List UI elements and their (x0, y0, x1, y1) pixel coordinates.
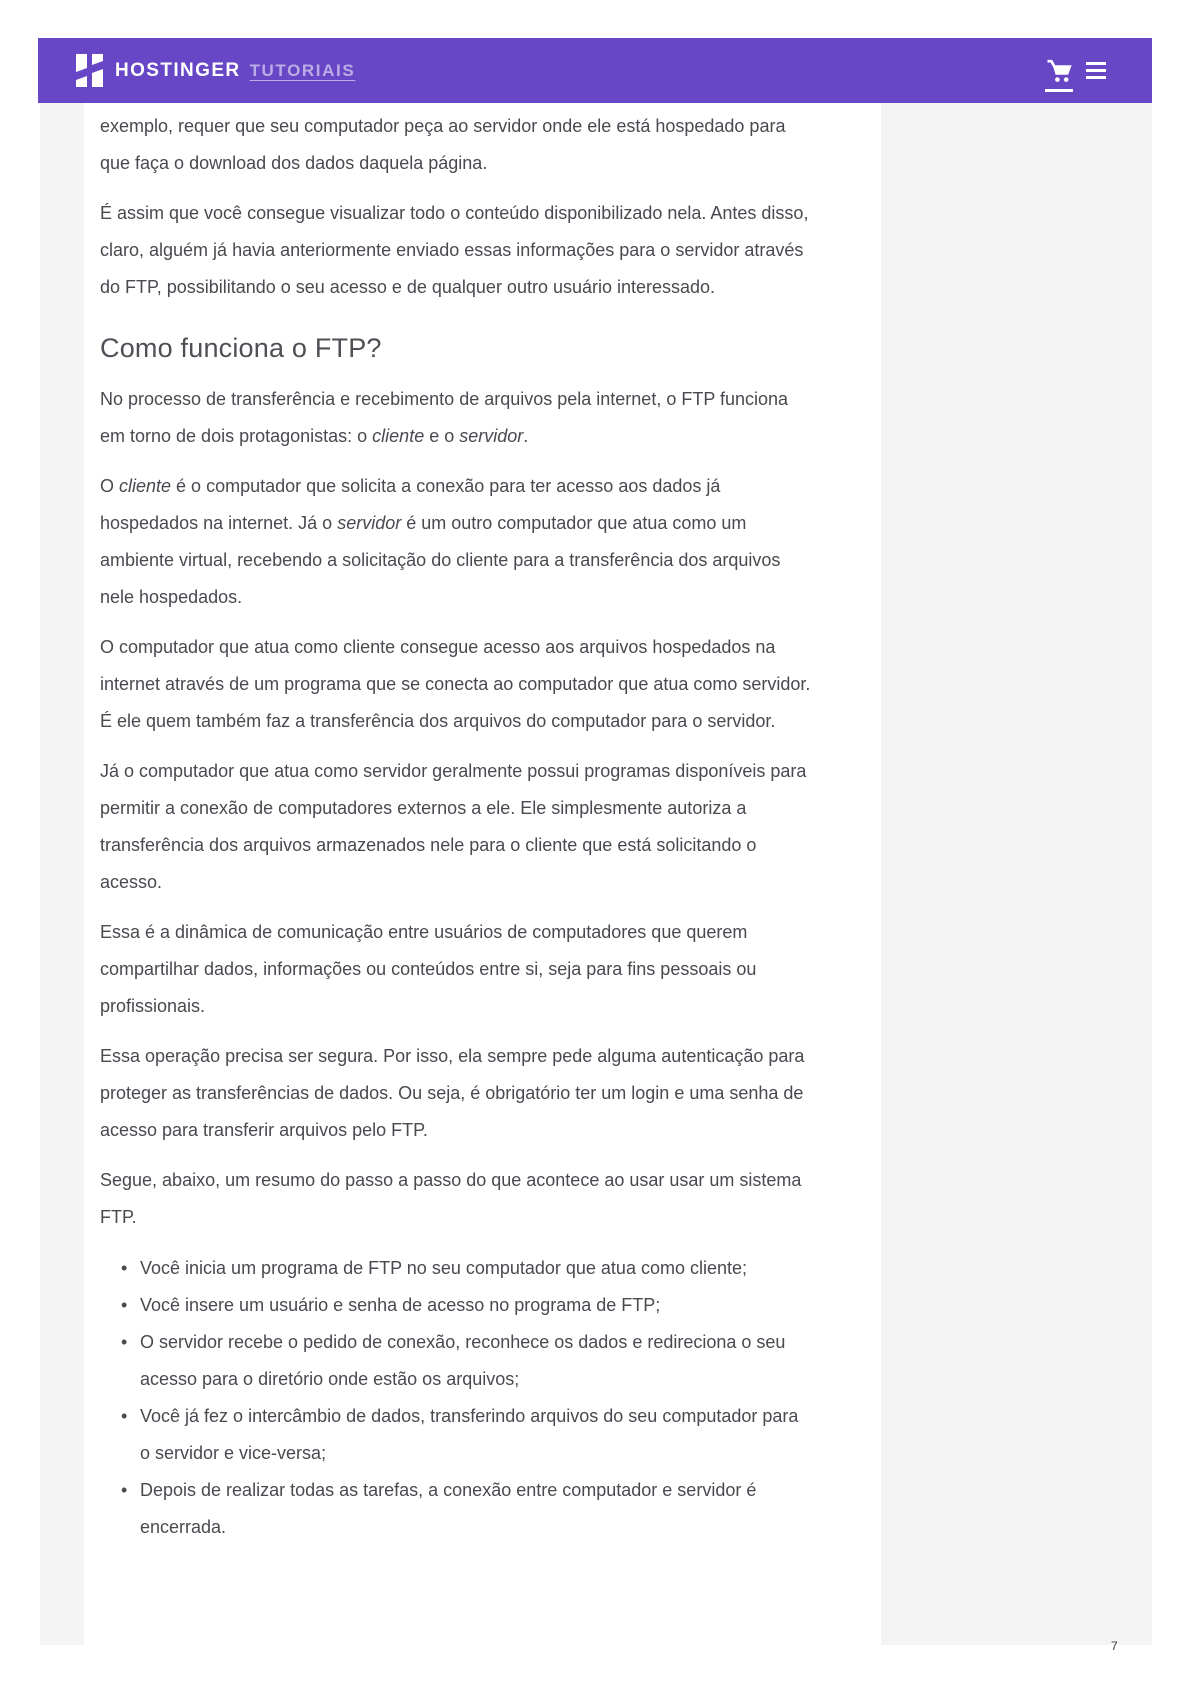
paragraph-cliente-programa: O computador que atua como cliente consegue acesso aos arquivos hospedados na internet através de um programa que se conecta ao computador que atua como servidor. É ele quem também faz a transferência dos arquivos do computador para o servidor. (100, 637, 811, 731)
paragraph-dinamica: Essa é a dinâmica de comunicação entre usuários de computadores que querem compartilhar dados, informações ou conteúdos entre si, seja para fins pessoais ou profissionais. (100, 922, 757, 1016)
paragraph-intro-2: É assim que você consegue visualizar todo o conteúdo disponibilizado nela. Antes disso, claro, alguém já havia anteriormente enviado essas informações para o servidor através do FTP, possibilitando o seu acesso e de qualquer outro usuário interessado. (100, 203, 809, 297)
list-item: • O servidor recebe o pedido de conexão, reconhece os dados e redireciona o seu acesso para o diretório onde estão os arquivos; (140, 1324, 811, 1398)
italic-term-servidor: servidor (459, 426, 524, 446)
page-number: 7 (1111, 1639, 1118, 1653)
text-run: . (523, 426, 529, 446)
left-gutter-panel (40, 103, 84, 1645)
list-item: • Depois de realizar todas as tarefas, a conexão entre computador e servidor é encerrada. (140, 1472, 811, 1546)
tutorials-section-link[interactable]: TUTORIAIS (249, 60, 356, 80)
menu-bar (1086, 62, 1106, 65)
section-heading: Como funciona o FTP? (100, 333, 382, 363)
cart-active-underline (1045, 89, 1073, 92)
italic-term-cliente: cliente (119, 476, 172, 496)
right-sidebar-panel (881, 103, 1152, 1645)
hostinger-logo-icon (75, 54, 105, 87)
site-header (38, 38, 1152, 103)
text-run: No processo de transferência e recebimento de arquivos pela internet, o FTP funciona em torno de dois protagonistas: o (100, 389, 789, 446)
paragraph-protagonistas (100, 381, 811, 455)
paragraph-seguranca: Essa operação precisa ser segura. Por isso, ela sempre pede alguma autenticação para proteger as transferências de dados. Ou seja, é obrigatório ter um login e uma senha de acesso para transferir arquivos pelo FTP. (100, 1046, 805, 1140)
paragraph-servidor-programas: Já o computador que atua como servidor geralmente possui programas disponíveis para permitir a conexão de computadores externos a ele. Ele simplesmente autoriza a transferência dos arquivos armazenados nele para o cliente que está solicitando o acesso. (100, 761, 807, 892)
text-run: e o (424, 426, 460, 446)
menu-bar (1086, 76, 1106, 79)
shopping-cart-icon (1046, 59, 1073, 83)
article-body (84, 103, 881, 1645)
italic-term-servidor: servidor (337, 513, 402, 533)
list-item: • Você já fez o intercâmbio de dados, transferindo arquivos do seu computador para o servidor e vice-versa; (140, 1398, 811, 1472)
paragraph-resumo: Segue, abaixo, um resumo do passo a passo do que acontece ao usar usar um sistema FTP. (100, 1170, 802, 1227)
brand-name: HOSTINGER (115, 59, 241, 81)
menu-bar (1086, 69, 1106, 72)
text-run: é o computador que solicita a conexão para ter acesso aos dados já hospedados na internet. Já o (100, 476, 721, 533)
text-run: é um outro computador que atua como um ambiente virtual, recebendo a solicitação do cliente para a transferência dos arquivos nele hospedados. (100, 513, 781, 607)
logo-link[interactable] (75, 54, 241, 87)
italic-term-cliente: cliente (372, 426, 425, 446)
list-item: • Você insere um usuário e senha de acesso no programa de FTP; (140, 1287, 811, 1324)
cart-button[interactable] (1046, 59, 1073, 83)
paragraph-cliente-servidor (100, 468, 811, 616)
menu-button[interactable] (1086, 60, 1106, 81)
text-run: O (100, 476, 120, 496)
list-item: • Você inicia um programa de FTP no seu computador que atua como cliente; (140, 1250, 811, 1287)
paragraph-intro-1: exemplo, requer que seu computador peça ao servidor onde ele está hospedado para que faça o download dos dados daquela página. (100, 116, 786, 173)
ftp-steps-list (100, 1250, 811, 1546)
